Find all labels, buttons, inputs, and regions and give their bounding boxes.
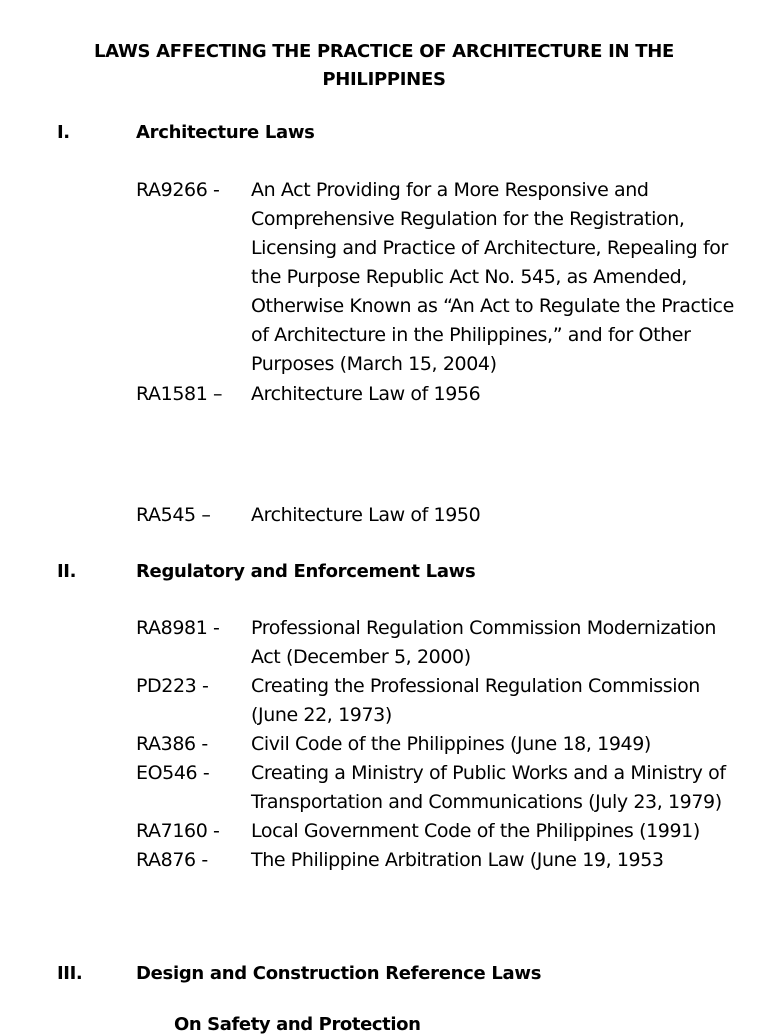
section-title-regulatory-laws: Regulatory and Enforcement Laws <box>136 561 476 582</box>
law-description: Architecture Law of 1956 <box>251 383 481 405</box>
law-code: PD223 - <box>136 675 209 697</box>
sub-item-safety-protection: On Safety and Protection <box>174 1014 421 1035</box>
law-code: RA545 – <box>136 504 211 526</box>
law-description: Architecture Law of 1950 <box>251 504 481 526</box>
document-title-line-1: LAWS AFFECTING THE PRACTICE OF ARCHITECTURE IN THE <box>93 41 675 62</box>
law-description: Creating the Professional Regulation Commission (June 22, 1973) <box>251 675 700 726</box>
document-title <box>0 38 768 94</box>
section-number-2: II. <box>57 561 77 582</box>
law-code: RA7160 - <box>136 820 220 842</box>
section-number-1: I. <box>57 122 70 143</box>
law-description: An Act Providing for a More Responsive and Comprehensive Regulation for the Registration, Licensing and Practice of Architecture, Repealing for the Purpose Republic Act No. 545, as Amended, Otherwise Known as “An Act to Regulate the Practice of Architecture in the Philippines,” and for Other Purposes (March 15, 2004) <box>251 179 734 375</box>
document-title-line-2: PHILIPPINES <box>322 69 446 90</box>
law-description: Professional Regulation Commission Modernization Act (December 5, 2000) <box>251 617 717 668</box>
law-description: Local Government Code of the Philippines (1991) <box>251 820 700 842</box>
section-number-3: III. <box>57 963 83 984</box>
law-description: The Philippine Arbitration Law (June 19, 1953 <box>251 849 664 871</box>
law-code: RA9266 - <box>136 179 220 201</box>
section-title-architecture-laws: Architecture Laws <box>136 122 315 143</box>
law-code: RA8981 - <box>136 617 220 639</box>
law-code: RA386 - <box>136 733 208 755</box>
law-description: Creating a Ministry of Public Works and a Ministry of Transportation and Communications (July 23, 1979) <box>251 762 726 813</box>
section-title-design-laws: Design and Construction Reference Laws <box>136 963 542 984</box>
law-code: EO546 - <box>136 762 210 784</box>
law-code: RA1581 – <box>136 383 223 405</box>
law-description: Civil Code of the Philippines (June 18, 1949) <box>251 733 651 755</box>
law-code: RA876 - <box>136 849 208 871</box>
